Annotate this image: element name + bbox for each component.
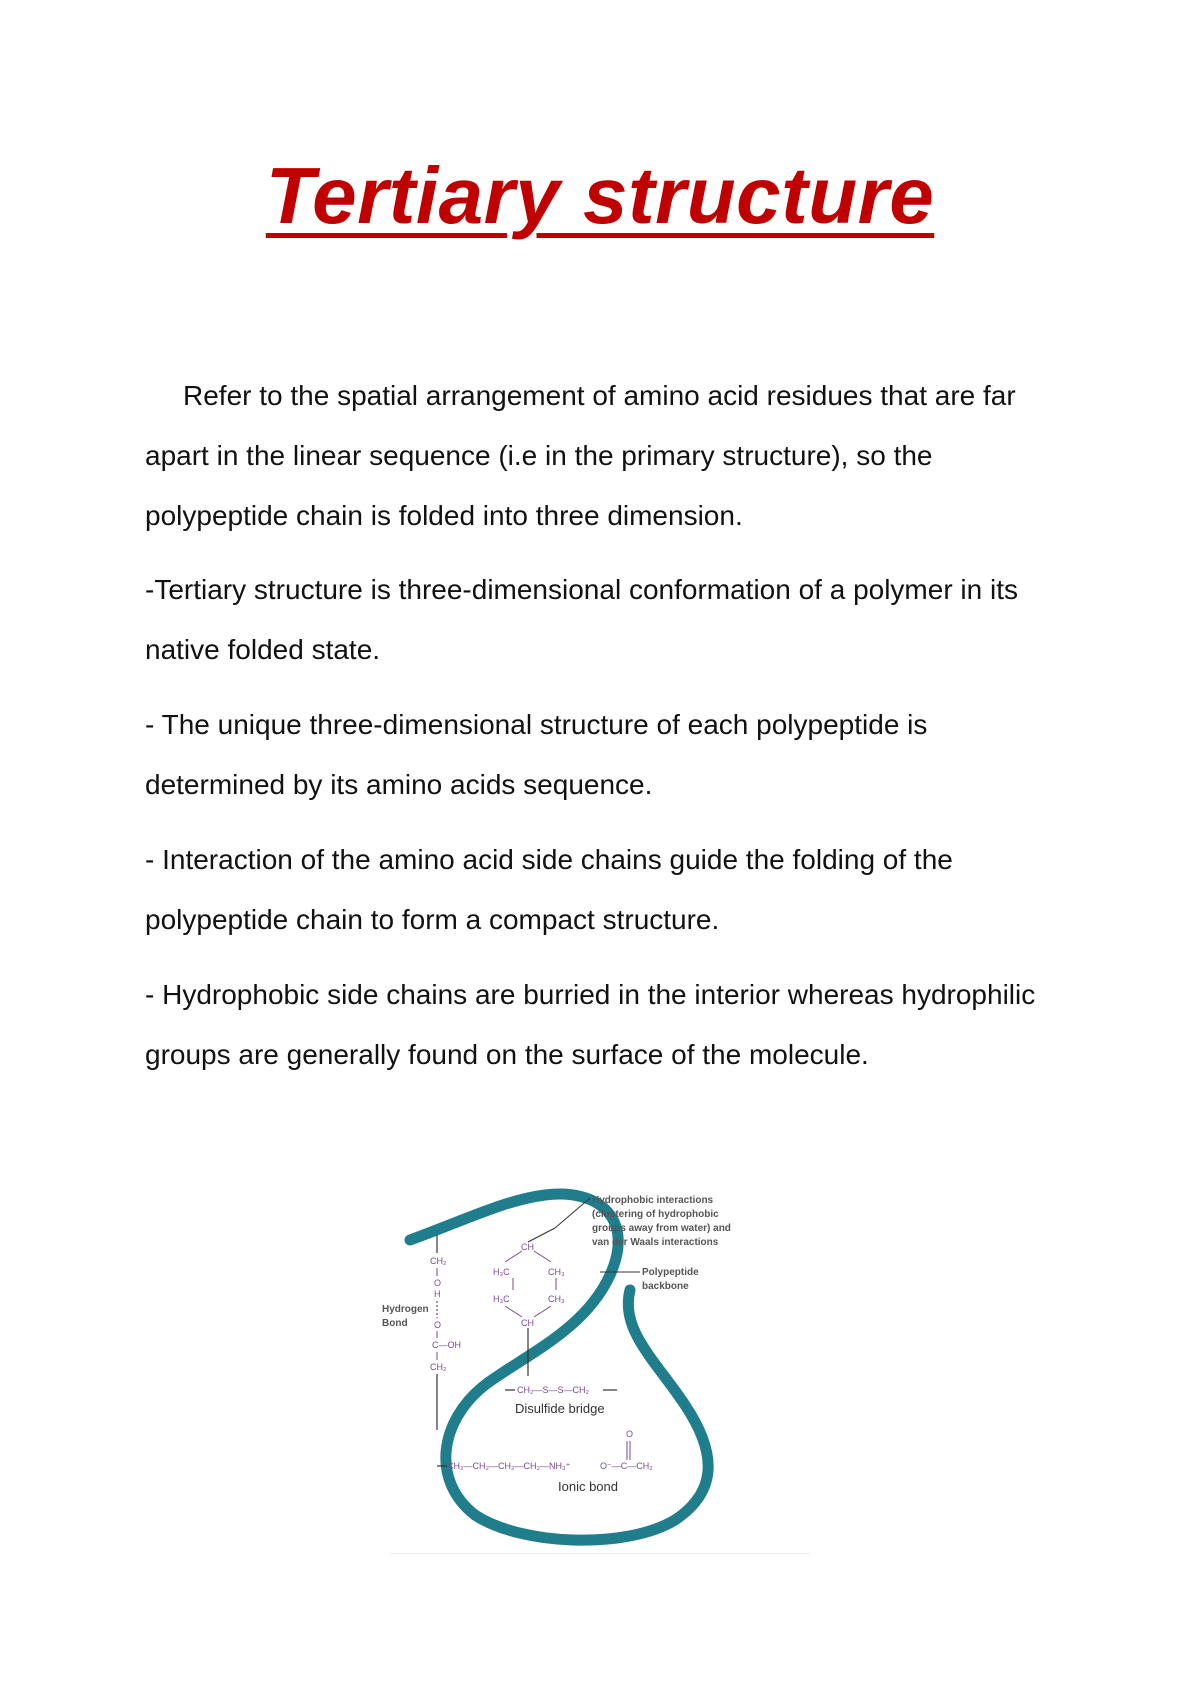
chem-ch3-top: CH₃	[548, 1267, 565, 1277]
label-hydrogen-2: Bond	[382, 1318, 408, 1329]
label-disulfide-bridge: Disulfide bridge	[515, 1401, 605, 1416]
label-backbone-1: Polypeptide	[642, 1267, 699, 1278]
paragraph-hydrophobic: - Hydrophobic side chains are burried in the interior whereas hydrophilic groups are generally found on the surface of the molecule.	[145, 979, 1036, 1070]
label-hydrogen-1: Hydrogen	[382, 1304, 429, 1315]
label-backbone-2: backbone	[642, 1281, 689, 1292]
chem-h3c-top: H₃C	[493, 1267, 510, 1277]
paragraph-unique-structure: - The unique three-dimensional structure of each polypeptide is determined by its amino acids sequence.	[145, 709, 928, 800]
label-hydrophobic-4: van der Waals interactions	[592, 1237, 719, 1248]
chem-ch3-bottom: CH₃	[548, 1294, 565, 1304]
chem-o-left: O	[434, 1278, 442, 1288]
paragraph-definition: Refer to the spatial arrangement of amino acid residues that are far apart in the linear sequence (i.e in the primary structure), so the polypeptide chain is folded into three dimension.	[145, 380, 1016, 531]
chem-h3c-bottom: H₃C	[493, 1294, 510, 1304]
chem-carboxylate: O⁻—C—CH₂	[600, 1461, 653, 1471]
ionic-bond-group	[437, 1429, 653, 1494]
chem-ch2-left: CH₂	[430, 1256, 447, 1266]
chem-ch-bottom: CH	[521, 1318, 534, 1328]
page-title: Tertiary structure	[265, 151, 935, 240]
label-hydrophobic-2: (clustering of hydrophobic	[592, 1209, 719, 1220]
label-ionic-bond: Ionic bond	[558, 1479, 618, 1494]
label-hydrophobic-1: Hydrophobic interactions	[592, 1195, 714, 1206]
hydrogen-bond-group	[430, 1235, 461, 1430]
disulfide-bridge-group	[505, 1385, 617, 1416]
chem-ch-top: CH	[521, 1242, 534, 1252]
chem-o-top: O	[626, 1429, 634, 1439]
figure-divider	[390, 1553, 810, 1554]
chem-disulfide-chain: CH₂—S—S—CH₂	[517, 1385, 589, 1395]
label-hydrophobic-3: groups away from water) and	[592, 1223, 731, 1234]
paragraph-conformation: -Tertiary structure is three-dimensional conformation of a polymer in its native folded state.	[145, 574, 1019, 665]
chem-h-left: H	[434, 1289, 441, 1299]
chem-ionic-chain: CH₂—CH₂—CH₂—CH₂—NH₃⁺	[447, 1461, 571, 1471]
tertiary-structure-diagram	[382, 1180, 815, 1560]
chem-c-oh: C—OH	[432, 1340, 461, 1350]
chem-o-left2: O	[434, 1320, 442, 1330]
paragraph-side-chain-interaction: - Interaction of the amino acid side chains guide the folding of the polypeptide chain to form a compact structure.	[145, 844, 953, 935]
chem-ch2-left2: CH₂	[430, 1362, 447, 1372]
